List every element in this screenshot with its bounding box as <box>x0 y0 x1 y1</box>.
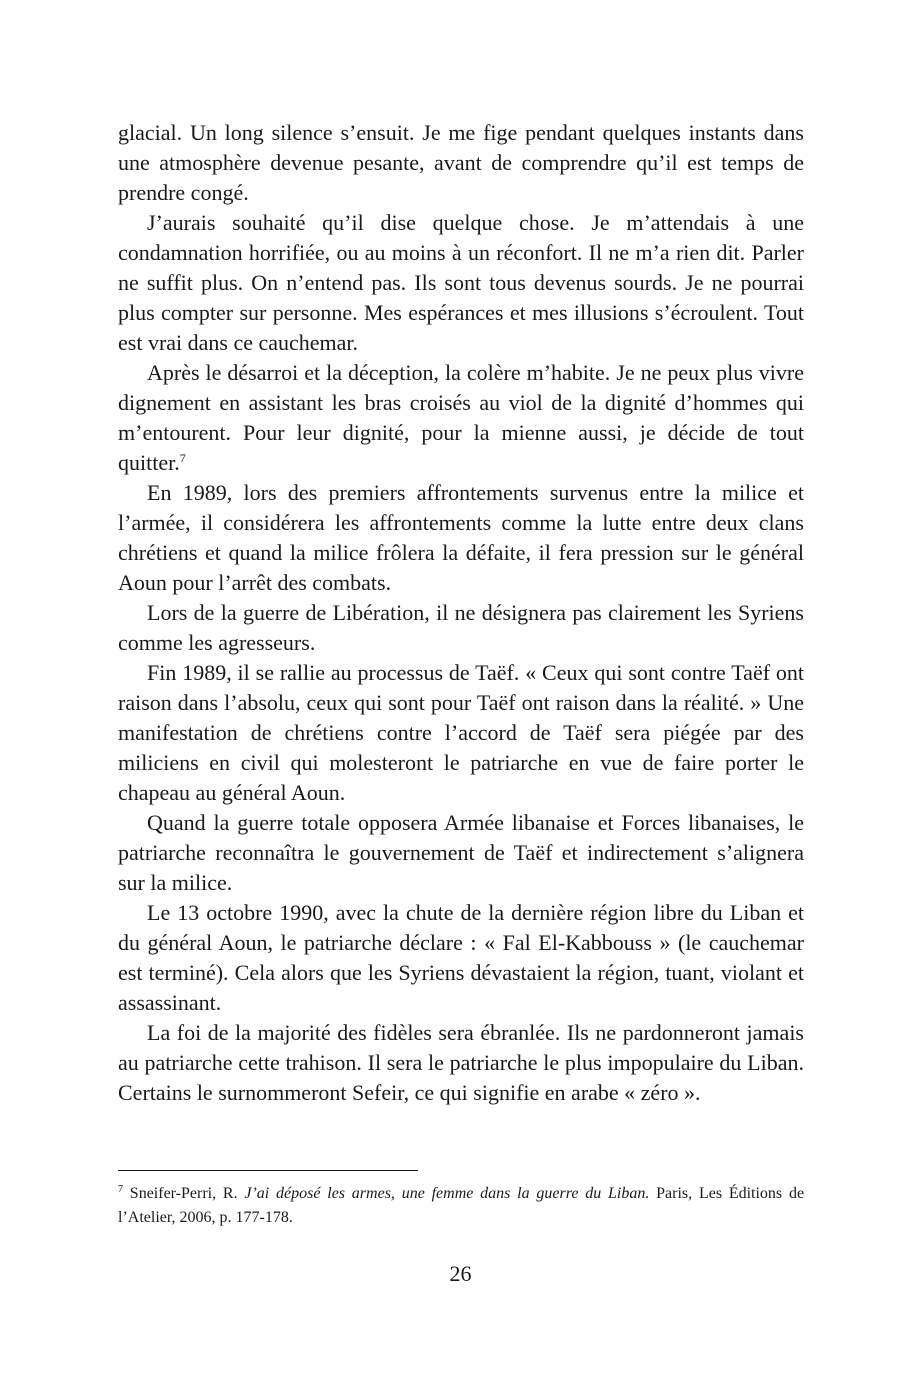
footnote-reference[interactable]: 7 <box>179 451 186 465</box>
paragraph-3 <box>118 358 804 478</box>
paragraph-1: glacial. Un long silence s’ensuit. Je me fige pendant quelques instants dans une atmosphère devenue pesante, avant de comprendre qu’il est temps de prendre congé. <box>118 120 804 205</box>
paragraph-8: Le 13 octobre 1990, avec la chute de la dernière région libre du Liban et du général Aoun, le patriarche déclare : « Fal El-Kabbouss » (le cauchemar est terminé). Cela alors que les Syriens dévastaient la région, tuant, violant et assassinant. <box>118 900 804 1015</box>
body-text <box>118 118 804 1108</box>
footnote-divider <box>118 1170 418 1171</box>
footnote <box>118 1182 804 1230</box>
page-body <box>118 118 804 1108</box>
paragraph-2: J’aurais souhaité qu’il dise quelque chose. Je m’attendais à une condamnation horrifiée, ou au moins à un réconfort. Il ne m’a rien dit. Parler ne suffit plus. On n’entend pas. Ils sont tous devenus sourds. Je ne pourrai plus compter sur personne. Mes espérances et mes illusions s’écroulent. Tout est vrai dans ce cauchemar. <box>118 210 804 355</box>
paragraph-9: La foi de la majorité des fidèles sera ébranlée. Ils ne pardonneront jamais au patriarche cette trahison. Il sera le patriarche le plus impopulaire du Liban. Certains le surnommeront Sefeir, ce qui signifie en arabe « zéro ». <box>118 1020 804 1105</box>
footnote-title: J’ai déposé les armes, une femme dans la guerre du Liban. <box>244 1185 650 1202</box>
footnote-author: Sneifer-Perri, R. <box>129 1185 238 1202</box>
paragraph-4: En 1989, lors des premiers affrontements survenus entre la milice et l’armée, il considérera les affrontements comme la lutte entre deux clans chrétiens et quand la milice frôlera la défaite, il fera pression sur le général Aoun pour l’arrêt des combats. <box>118 480 804 595</box>
paragraph-6: Fin 1989, il se rallie au processus de Taëf. « Ceux qui sont contre Taëf ont raison dans l’absolu, ceux qui sont pour Taëf ont raison dans la réalité. » Une manifestation de chrétiens contre l’accord de Taëf sera piégée par des miliciens en civil qui molesteront le patriarche en vue de faire porter le chapeau au général Aoun. <box>118 660 804 805</box>
paragraph-7: Quand la guerre totale opposera Armée libanaise et Forces libanaises, le patriarche reconnaîtra le gouvernement de Taëf et indirectement s’alignera sur la milice. <box>118 810 804 895</box>
footnote-number: 7 <box>118 1184 123 1195</box>
paragraph-3-text: Après le désarroi et la déception, la colère m’habite. Je ne peux plus vivre dignement en assistant les bras croisés au viol de la dignité d’hommes qui m’entourent. Pour leur dignité, pour la mienne aussi, je décide de tout quitter. <box>118 360 804 475</box>
footnote-publisher: Paris, Les Éditions de l’Atelier, 2006, p. 177-178. <box>118 1185 805 1226</box>
page-number: 26 <box>449 1261 472 1286</box>
paragraph-5: Lors de la guerre de Libération, il ne désignera pas clairement les Syriens comme les agresseurs. <box>118 600 804 655</box>
